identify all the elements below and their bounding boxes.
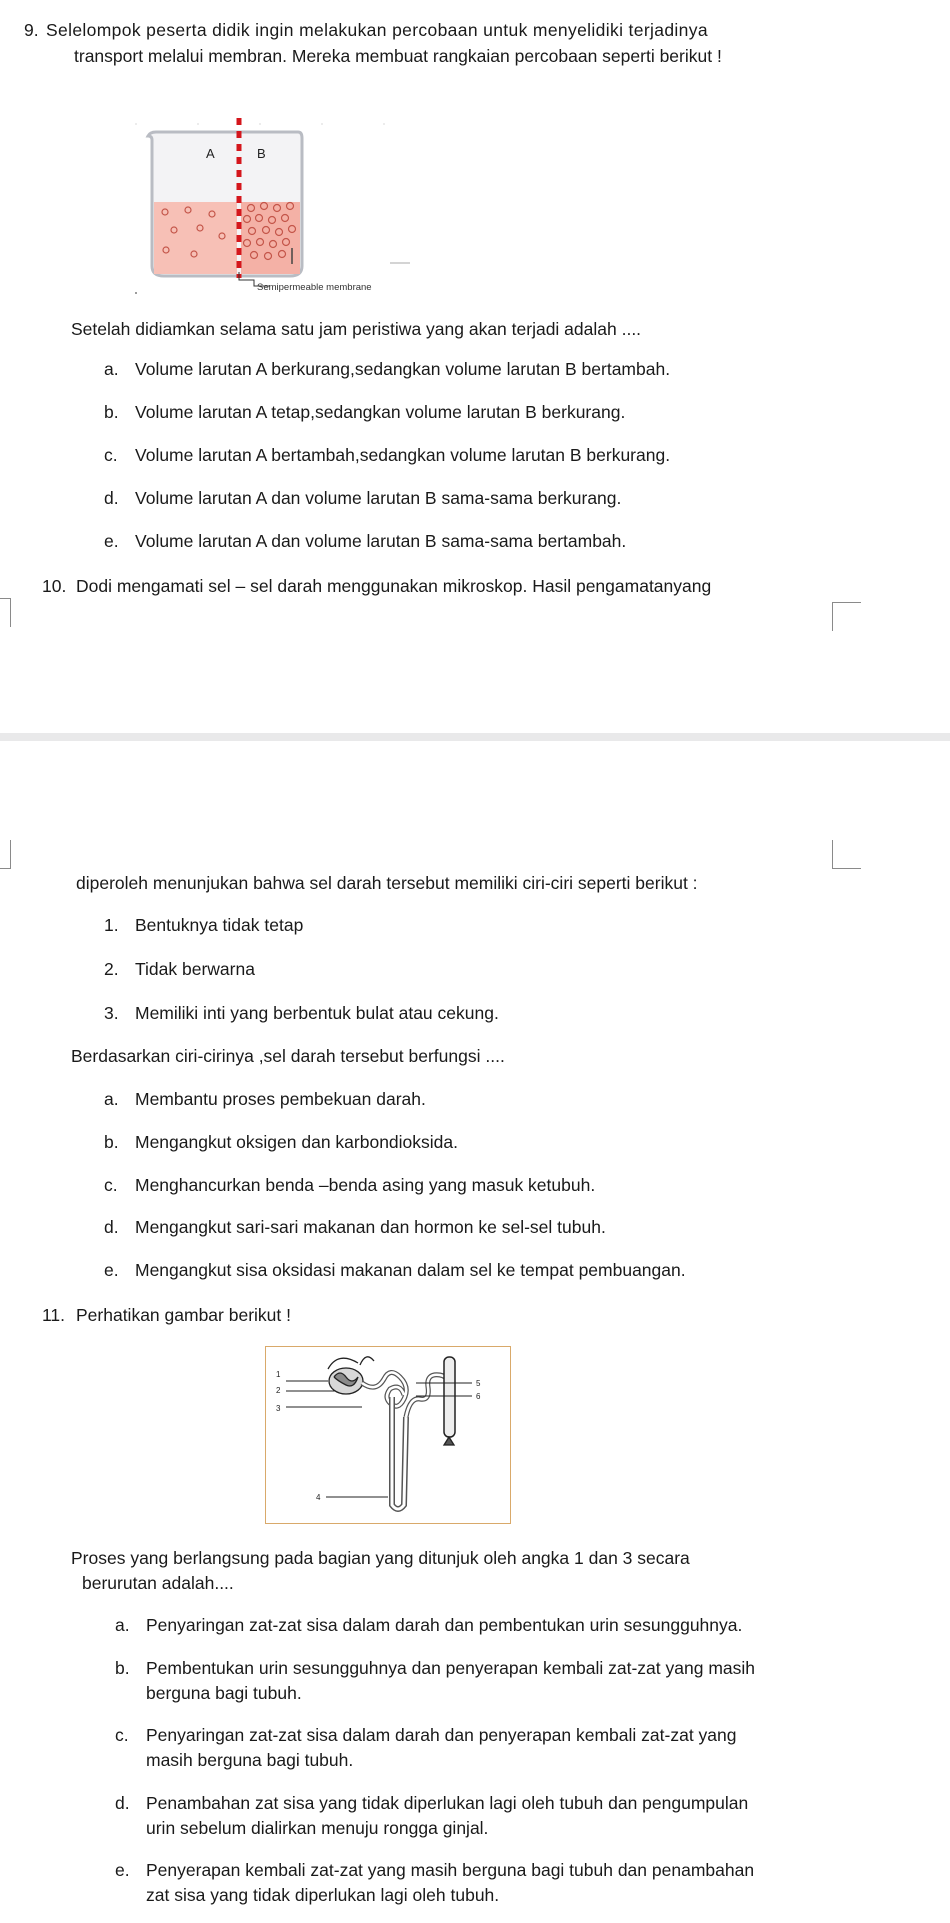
q10-option-e-letter: e. (104, 1260, 119, 1280)
q10-option-c-letter: c. (104, 1175, 118, 1195)
q10-trait-3-num: 3. (104, 1003, 119, 1023)
q9-option-d[interactable]: Volume larutan A dan volume larutan B sama-sama berkurang. (135, 488, 622, 508)
q10-trait-1: Bentuknya tidak tetap (135, 915, 304, 935)
q11-option-d-line1[interactable]: Penambahan zat sisa yang tidak diperlukan lagi oleh tubuh dan pengumpulan (146, 1793, 749, 1813)
nephron-figure-frame (265, 1346, 511, 1524)
q9-option-b-letter: b. (104, 402, 119, 422)
page-corner-bottom-left (0, 840, 11, 869)
q10-trait-2-num: 2. (104, 959, 119, 979)
membrane-label: Semipermeable membrane (257, 282, 372, 293)
q9-number: 9. (24, 20, 39, 40)
q9-option-c[interactable]: Volume larutan A bertambah,sedangkan volume larutan B berkurang. (135, 445, 671, 465)
page-break-divider (0, 733, 950, 741)
label-b: B (257, 146, 266, 161)
q11-option-c-letter: c. (115, 1725, 129, 1745)
figure-label-1: 1 (276, 1370, 281, 1379)
q10-option-c[interactable]: Menghancurkan benda –benda asing yang masuk ketubuh. (135, 1175, 596, 1195)
q10-question: Berdasarkan ciri-cirinya ,sel darah tersebut berfungsi .... (71, 1046, 505, 1066)
page-corner-top-left (0, 598, 11, 627)
q9-option-c-letter: c. (104, 445, 118, 465)
q10-option-d-letter: d. (104, 1217, 119, 1237)
figure-label-2: 2 (276, 1386, 281, 1395)
beaker-figure (130, 118, 420, 298)
q11-option-c-line1[interactable]: Penyaringan zat-zat sisa dalam darah dan penyerapan kembali zat-zat yang (146, 1725, 737, 1745)
q9-option-b[interactable]: Volume larutan A tetap,sedangkan volume larutan B berkurang. (135, 402, 626, 422)
q9-stem-line2: transport melalui membran. Mereka membuat rangkaian percobaan seperti berikut ! (74, 46, 722, 66)
q11-option-d-letter: d. (115, 1793, 130, 1813)
label-a: A (206, 146, 215, 161)
q11-option-b-line1[interactable]: Pembentukan urin sesungguhnya dan penyerapan kembali zat-zat yang masih (146, 1658, 755, 1678)
page-corner-bottom-right (832, 840, 861, 869)
q10-trait-3: Memiliki inti yang berbentuk bulat atau cekung. (135, 1003, 499, 1023)
q11-option-d-line2[interactable]: urin sebelum dialirkan menuju rongga ginjal. (146, 1818, 489, 1838)
page-corner-top-right (832, 602, 861, 631)
q10-option-b[interactable]: Mengangkut oksigen dan karbondioksida. (135, 1132, 458, 1152)
q11-stem: Perhatikan gambar berikut ! (76, 1305, 291, 1325)
nephron-figure (266, 1347, 510, 1523)
q10-option-d[interactable]: Mengangkut sari-sari makanan dan hormon ke sel-sel tubuh. (135, 1217, 606, 1237)
q10-option-b-letter: b. (104, 1132, 119, 1152)
q10-stem-line1: Dodi mengamati sel – sel darah menggunakan mikroskop. Hasil pengamatanyang (76, 576, 712, 596)
q9-question: Setelah didiamkan selama satu jam peristiwa yang akan terjadi adalah .... (71, 319, 642, 339)
q11-number: 11. (42, 1305, 66, 1325)
q11-option-e-line2[interactable]: zat sisa yang tidak diperlukan lagi oleh tubuh. (146, 1885, 500, 1905)
q10-option-e[interactable]: Mengangkut sisa oksidasi makanan dalam sel ke tempat pembuangan. (135, 1260, 686, 1280)
q10-trait-2: Tidak berwarna (135, 959, 255, 979)
q10-trait-1-num: 1. (104, 915, 119, 935)
q11-option-a-letter: a. (115, 1615, 130, 1635)
figure-label-6: 6 (476, 1392, 481, 1401)
figure-label-3: 3 (276, 1404, 281, 1413)
figure-label-5: 5 (476, 1379, 481, 1388)
q9-option-e[interactable]: Volume larutan A dan volume larutan B sama-sama bertambah. (135, 531, 627, 551)
q10-number: 10. (42, 576, 67, 596)
solution-b (241, 202, 300, 274)
q9-option-e-letter: e. (104, 531, 119, 551)
q9-option-a[interactable]: Volume larutan A berkurang,sedangkan volume larutan B bertambah. (135, 359, 671, 379)
q11-option-c-line2[interactable]: masih berguna bagi tubuh. (146, 1750, 354, 1770)
q11-option-a[interactable]: Penyaringan zat-zat sisa dalam darah dan pembentukan urin sesungguhnya. (146, 1615, 743, 1635)
q10-option-a[interactable]: Membantu proses pembekuan darah. (135, 1089, 426, 1109)
q10-option-a-letter: a. (104, 1089, 119, 1109)
q9-option-d-letter: d. (104, 488, 119, 508)
q9-option-a-letter: a. (104, 359, 119, 379)
q11-question-line2: berurutan adalah.... (82, 1573, 234, 1593)
q11-option-b-line2[interactable]: berguna bagi tubuh. (146, 1683, 302, 1703)
q11-option-e-letter: e. (115, 1860, 130, 1880)
q10-stem-line2: diperoleh menunjukan bahwa sel darah tersebut memiliki ciri-ciri seperti berikut : (76, 873, 698, 893)
q9-stem-line1: Selelompok peserta didik ingin melakukan percobaan untuk menyelidiki terjadinya (46, 20, 708, 40)
q11-option-e-line1[interactable]: Penyerapan kembali zat-zat yang masih berguna bagi tubuh dan penambahan (146, 1860, 755, 1880)
q11-question-line1: Proses yang berlangsung pada bagian yang ditunjuk oleh angka 1 dan 3 secara (71, 1548, 690, 1568)
q11-option-b-letter: b. (115, 1658, 130, 1678)
figure-label-4: 4 (316, 1493, 321, 1502)
collecting-duct (444, 1357, 455, 1437)
